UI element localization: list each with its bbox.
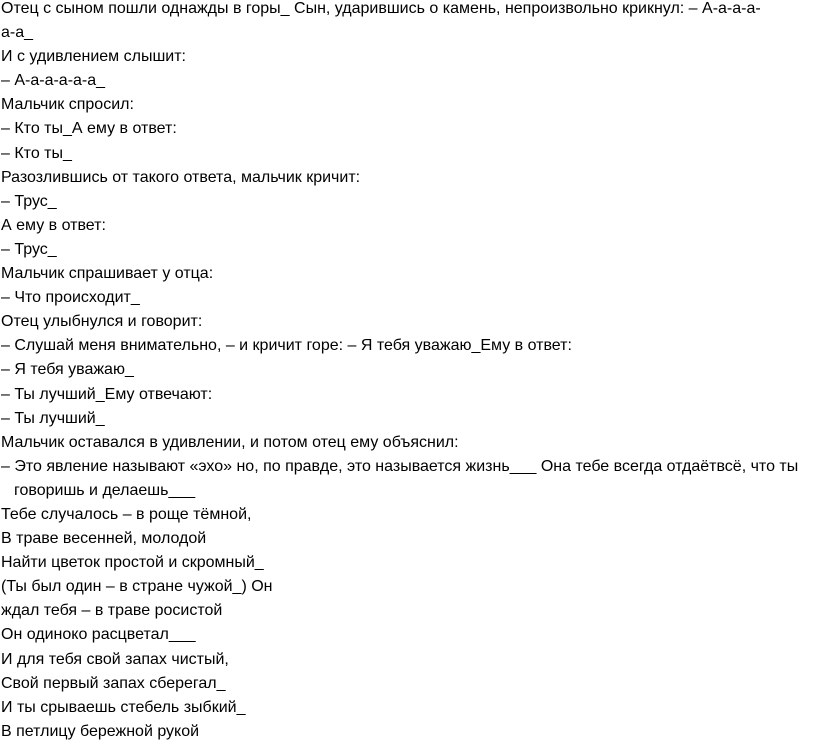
text-line: – Кто ты_А ему в ответ: [1,120,177,138]
text-line: – А-а-а-а-а-а_ [1,72,106,90]
text-line: Мальчик оставался в удивлении, и потом отец ему объяснил: [1,433,459,451]
text-line: – Это явление называют «эхо» но, по правде, это называется жизнь___ Она тебе всегда отдаётвсё, что ты [1,457,799,475]
text-line: – Кто ты_ [1,144,72,162]
text-line: В траве весенней, молодой [1,530,207,548]
text-line: – Ты лучший_ [1,409,105,427]
text-line: Свой первый запах сберегал_ [1,674,226,692]
text-line: И для тебя свой запах чистый, [1,650,229,668]
text-line: Тебе случалось – в роще тёмной, [1,505,252,523]
text-line: Разозлившись от такого ответа, мальчик кричит: [1,168,361,186]
text-line: Мальчик спрашивает у отца: [1,265,214,283]
text-line: – Я тебя уважаю_ [1,361,134,379]
text-line: – Ты лучший_Ему отвечают: [1,385,213,403]
text-line: Отец с сыном пошли однажды в горы_ Сын, ударившись о камень, непроизвольно крикнул: – А-а-а-а- [1,0,761,17]
text-line: (Ты был один – в стране чужой_) Он [1,578,273,596]
text-line: Он одиноко расцветал___ [1,626,196,644]
text-line: И с удивлением слышит: [1,48,186,66]
text-line: И ты срываешь стебель зыбкий_ [1,698,246,716]
text-line: – Трус_ [1,240,57,258]
text-line: – Что происходит_ [1,289,140,307]
text-line: Мальчик спросил: [1,96,134,114]
text-line: – Слушай меня внимательно, – и кричит горе: – Я тебя уважаю_Ему в ответ: [1,337,572,355]
text-line: а-а_ [1,24,34,42]
text-line: Отец улыбнулся и говорит: [1,313,203,331]
text-line: В петлицу бережной рукой [1,722,200,740]
text-line: ждал тебя – в траве росистой [1,602,223,620]
text-line: А ему в ответ: [1,216,106,234]
text-line: говоришь и делаешь___ [14,481,196,499]
text-line: Найти цветок простой и скромный_ [1,554,264,572]
text-line: – Трус_ [1,192,57,210]
